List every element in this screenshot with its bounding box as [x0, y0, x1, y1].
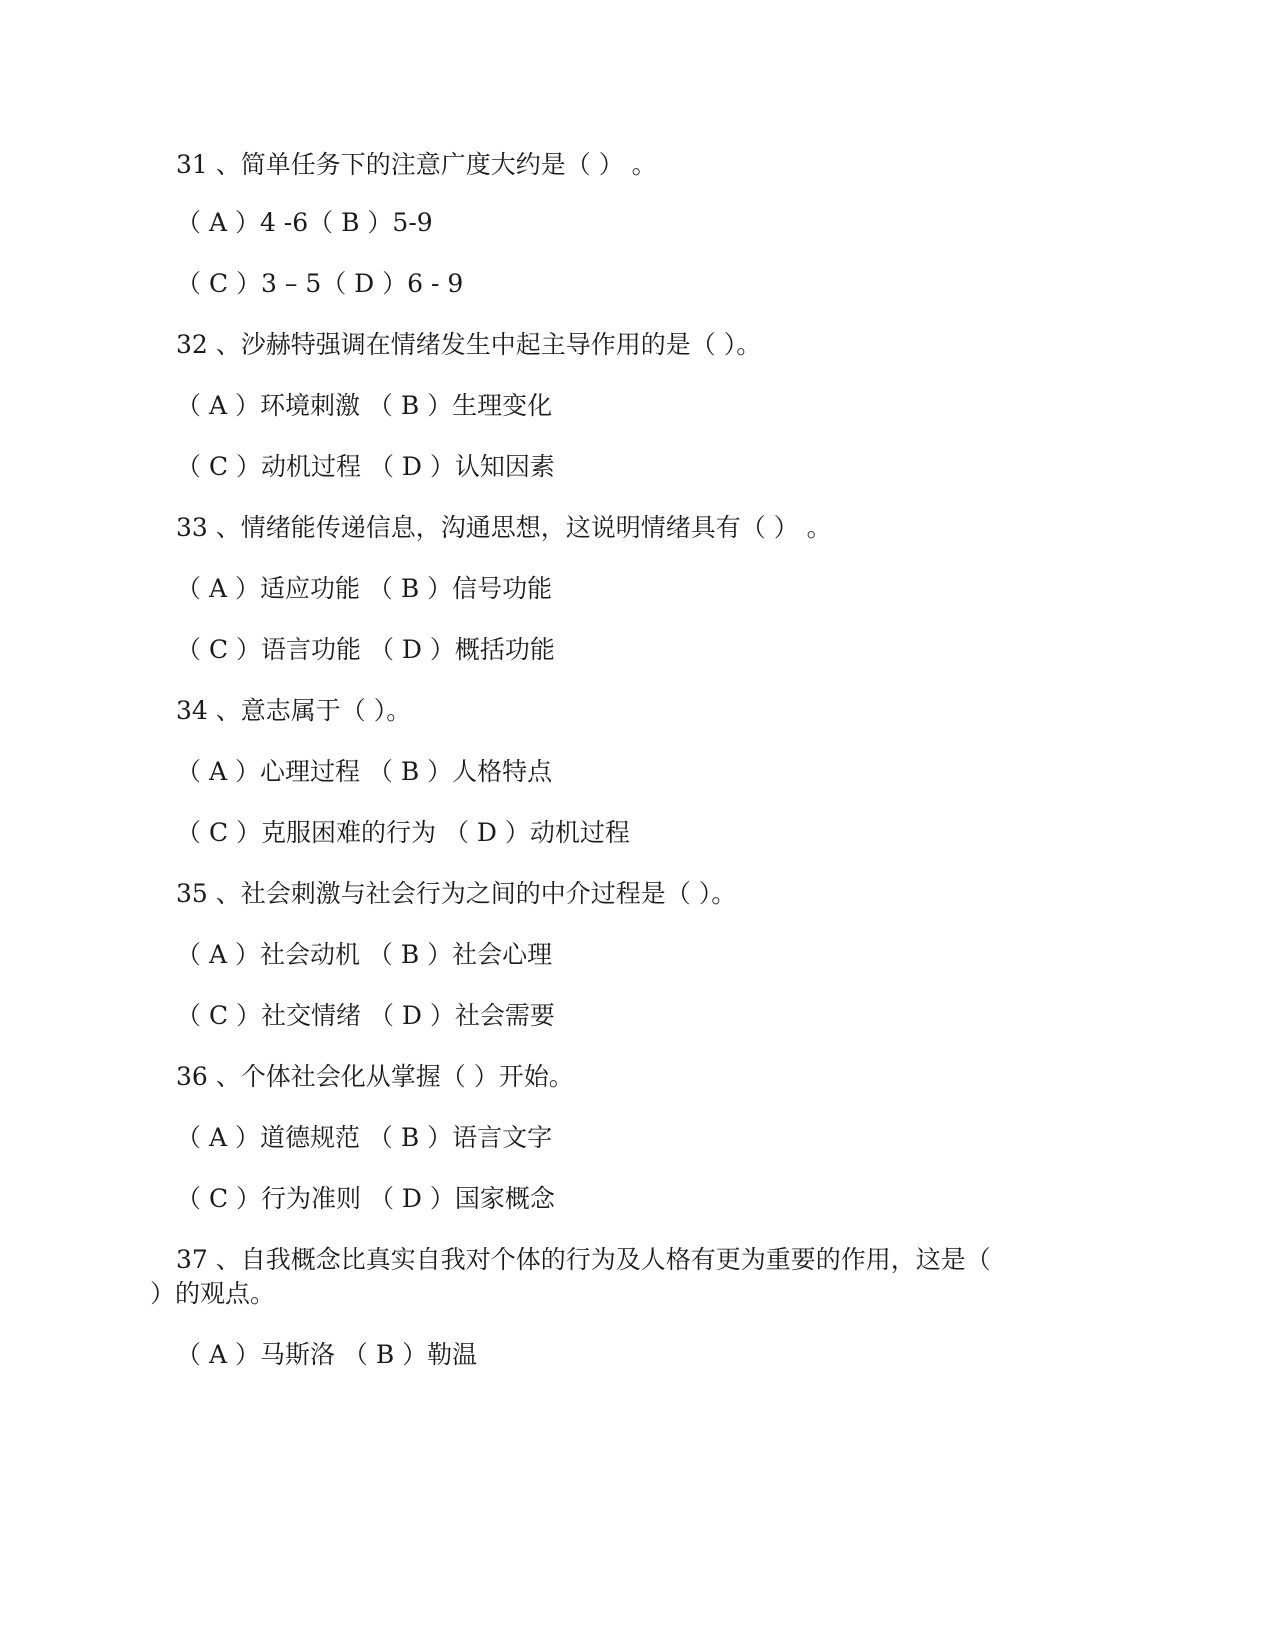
question-32-options-cd: （ C ）动机过程 （ D ）认知因素 [176, 452, 555, 481]
question-31: 31 、简单任务下的注意广度大约是（ ） 。 [176, 150, 657, 179]
question-37: 37 、自我概念比真实自我对个体的行为及人格有更为重要的作用，这是（ [176, 1245, 991, 1274]
question-36-options-cd: （ C ）行为准则 （ D ）国家概念 [176, 1184, 555, 1213]
question-34: 34 、意志属于（ ）。 [176, 696, 412, 725]
question-35-options-cd: （ C ）社交情绪 （ D ）社会需要 [176, 1001, 555, 1030]
question-36-options-ab: （ A ）道德规范 （ B ）语言文字 [176, 1123, 553, 1152]
question-37-options-ab: （ A ）马斯洛 （ B ）勒温 [176, 1340, 478, 1369]
question-34-options-cd: （ C ）克服困难的行为 （ D ）动机过程 [176, 818, 630, 847]
question-35: 35 、社会刺激与社会行为之间的中介过程是（ ）。 [176, 879, 737, 908]
question-32: 32 、沙赫特强调在情绪发生中起主导作用的是（ ）。 [176, 330, 762, 359]
question-33: 33 、情绪能传递信息，沟通思想，这说明情绪具有（ ） 。 [176, 513, 832, 542]
question-36: 36 、个体社会化从掌握（ ）开始。 [176, 1062, 574, 1091]
question-31-options-cd: （ C ）3 – 5（ D ）6 - 9 [176, 269, 464, 298]
question-34-options-ab: （ A ）心理过程 （ B ）人格特点 [176, 757, 553, 786]
question-31-options-ab: （ A ）4 -6（ B ）5-9 [176, 208, 433, 237]
question-32-options-ab: （ A ）环境刺激 （ B ）生理变化 [176, 391, 553, 420]
question-35-options-ab: （ A ）社会动机 （ B ）社会心理 [176, 940, 553, 969]
question-33-options-cd: （ C ）语言功能 （ D ）概括功能 [176, 635, 555, 664]
question-37-continuation: ）的观点。 [150, 1279, 276, 1308]
question-33-options-ab: （ A ）适应功能 （ B ）信号功能 [176, 574, 553, 603]
